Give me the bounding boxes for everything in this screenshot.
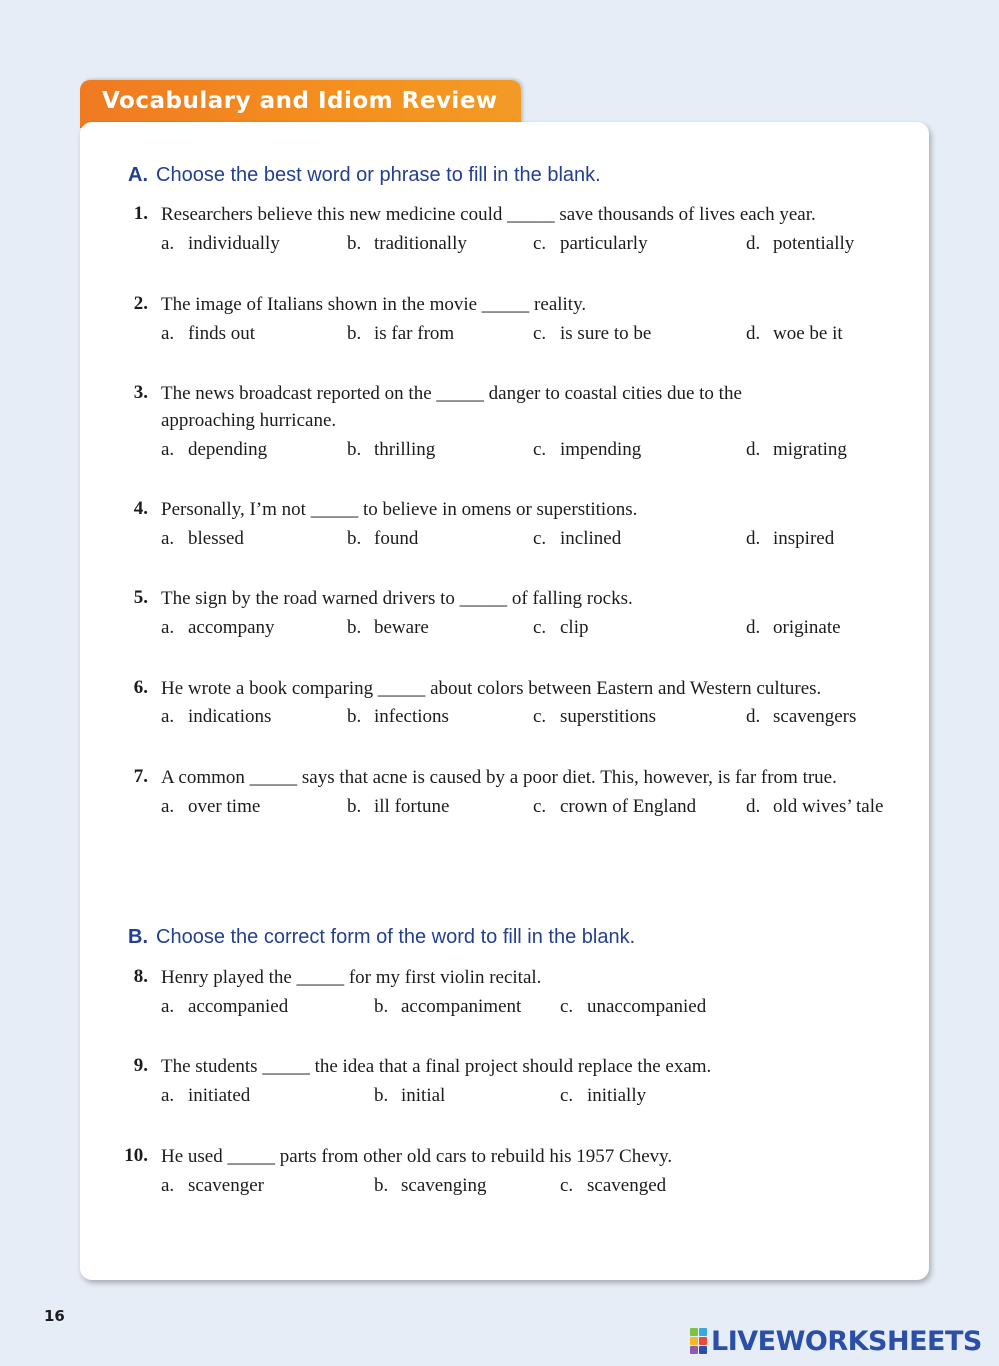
option-text: scavengers — [773, 706, 857, 727]
option-text: initiated — [188, 1085, 251, 1106]
option-text: thrilling — [374, 439, 436, 460]
answer-option[interactable] — [746, 233, 854, 255]
answer-option[interactable] — [533, 528, 621, 550]
answer-option[interactable] — [746, 796, 883, 818]
question-line: The sign by the road warned drivers to _____ of falling rocks. — [161, 588, 633, 609]
option-letter: a. — [161, 528, 175, 549]
section-tab — [80, 80, 521, 128]
section-letter: A. — [128, 164, 148, 186]
question-text — [161, 291, 921, 318]
option-letter: a. — [161, 233, 175, 254]
option-text: woe be it — [773, 323, 843, 344]
option-letter: a. — [161, 1175, 175, 1196]
answer-option[interactable] — [161, 617, 275, 639]
answer-option[interactable] — [161, 323, 255, 345]
answer-option[interactable] — [161, 233, 280, 255]
brand-logo — [690, 1324, 982, 1358]
answer-option[interactable] — [161, 996, 288, 1018]
answer-option[interactable] — [347, 439, 435, 461]
option-letter: c. — [533, 528, 547, 549]
option-text: infections — [374, 706, 449, 727]
option-letter: c. — [560, 996, 574, 1017]
option-text: beware — [374, 617, 429, 638]
question-line: He used _____ parts from other old cars to rebuild his 1957 Chevy. — [161, 1146, 673, 1167]
option-text: scavenger — [188, 1175, 264, 1196]
option-text: unaccompanied — [587, 996, 707, 1017]
option-text: migrating — [773, 439, 847, 460]
brand-icon — [690, 1328, 707, 1354]
question-number: 5. — [133, 587, 148, 608]
answer-option[interactable] — [533, 706, 656, 728]
option-letter: b. — [374, 1085, 389, 1106]
option-letter: d. — [746, 233, 761, 254]
answer-option[interactable] — [347, 528, 418, 550]
option-letter: b. — [347, 528, 362, 549]
option-letter: a. — [161, 439, 175, 460]
answer-option[interactable] — [161, 796, 260, 818]
option-text: blessed — [188, 528, 244, 549]
question-text — [161, 675, 921, 702]
page-title: Vocabulary and Idiom Review — [102, 88, 498, 114]
option-text: scavenged — [587, 1175, 667, 1196]
option-text: initial — [401, 1085, 446, 1106]
answer-option[interactable] — [374, 996, 521, 1018]
question-number: 1. — [133, 203, 148, 224]
option-letter: b. — [374, 1175, 389, 1196]
answer-option[interactable] — [374, 1175, 486, 1197]
option-letter: d. — [746, 439, 761, 460]
option-text: accompanied — [188, 996, 289, 1017]
option-letter: a. — [161, 706, 175, 727]
section-instruction: Choose the correct form of the word to fill in the blank. — [156, 926, 636, 948]
page-number: 16 — [44, 1307, 65, 1325]
option-letter: c. — [533, 796, 547, 817]
option-text: clip — [560, 617, 589, 638]
option-letter: d. — [746, 617, 761, 638]
option-letter: d. — [746, 706, 761, 727]
option-letter: d. — [746, 796, 761, 817]
question-number: 4. — [133, 498, 148, 519]
answer-option[interactable] — [533, 796, 696, 818]
answer-option[interactable] — [746, 323, 843, 345]
option-letter: c. — [533, 233, 547, 254]
option-text: found — [374, 528, 419, 549]
option-text: inclined — [560, 528, 622, 549]
question-number: 8. — [133, 966, 148, 987]
answer-option[interactable] — [347, 233, 467, 255]
option-letter: b. — [347, 706, 362, 727]
question-number: 9. — [133, 1055, 148, 1076]
option-letter: a. — [161, 996, 175, 1017]
option-text: originate — [773, 617, 841, 638]
option-text: inspired — [773, 528, 835, 549]
question-number: 10. — [124, 1145, 148, 1166]
option-letter: a. — [161, 617, 175, 638]
question-text — [161, 1053, 921, 1080]
brand-name: LIVEWORKSHEETS — [711, 1325, 982, 1357]
option-text: finds out — [188, 323, 256, 344]
option-text: individually — [188, 233, 280, 254]
answer-option[interactable] — [161, 1085, 250, 1107]
answer-option[interactable] — [746, 439, 847, 461]
option-text: ill fortune — [374, 796, 450, 817]
option-letter: b. — [374, 996, 389, 1017]
answer-option[interactable] — [161, 439, 267, 461]
option-text: traditionally — [374, 233, 467, 254]
option-text: indications — [188, 706, 272, 727]
answer-option[interactable] — [161, 528, 244, 550]
option-letter: b. — [347, 796, 362, 817]
option-text: scavenging — [401, 1175, 487, 1196]
answer-option[interactable] — [347, 796, 449, 818]
option-text: particularly — [560, 233, 648, 254]
question-text — [161, 380, 921, 434]
option-text: accompany — [188, 617, 275, 638]
section-a-heading — [128, 164, 601, 187]
option-text: over time — [188, 796, 261, 817]
option-letter: b. — [347, 617, 362, 638]
option-letter: c. — [533, 706, 547, 727]
question-line: He wrote a book comparing _____ about colors between Eastern and Western cultures. — [161, 678, 822, 699]
option-letter: a. — [161, 796, 175, 817]
answer-option[interactable] — [746, 706, 856, 728]
option-letter: a. — [161, 1085, 175, 1106]
section-letter: B. — [128, 926, 148, 948]
option-text: accompaniment — [401, 996, 522, 1017]
answer-option[interactable] — [533, 323, 651, 345]
section-b-heading — [128, 926, 635, 949]
answer-option[interactable] — [560, 1175, 666, 1197]
question-number: 3. — [133, 382, 148, 403]
option-letter: c. — [560, 1085, 574, 1106]
option-text: potentially — [773, 233, 855, 254]
question-text — [161, 1143, 921, 1170]
option-letter: d. — [746, 528, 761, 549]
option-letter: c. — [533, 617, 547, 638]
answer-option[interactable] — [161, 1175, 264, 1197]
option-text: depending — [188, 439, 268, 460]
option-letter: b. — [347, 323, 362, 344]
answer-option[interactable] — [533, 439, 641, 461]
option-letter: b. — [347, 233, 362, 254]
question-number: 2. — [133, 293, 148, 314]
option-letter: c. — [533, 439, 547, 460]
question-line: approaching hurricane. — [161, 410, 337, 431]
option-text: initially — [587, 1085, 647, 1106]
question-line: Researchers believe this new medicine could _____ save thousands of lives each year. — [161, 204, 816, 225]
answer-option[interactable] — [374, 1085, 445, 1107]
answer-option[interactable] — [746, 528, 834, 550]
option-letter: c. — [560, 1175, 574, 1196]
answer-option[interactable] — [560, 996, 706, 1018]
answer-option[interactable] — [161, 706, 271, 728]
question-line: A common _____ says that acne is caused by a poor diet. This, however, is far from true. — [161, 767, 837, 788]
question-text — [161, 764, 921, 791]
answer-option[interactable] — [533, 233, 648, 255]
option-text: superstitions — [560, 706, 657, 727]
question-text — [161, 496, 921, 523]
section-instruction: Choose the best word or phrase to fill in the blank. — [156, 164, 601, 186]
answer-option[interactable] — [560, 1085, 646, 1107]
question-number: 6. — [133, 677, 148, 698]
option-letter: c. — [533, 323, 547, 344]
question-line: Personally, I’m not _____ to believe in omens or superstitions. — [161, 499, 638, 520]
answer-option[interactable] — [347, 323, 454, 345]
answer-option[interactable] — [347, 617, 429, 639]
option-letter: d. — [746, 323, 761, 344]
question-line: The students _____ the idea that a final project should replace the exam. — [161, 1056, 712, 1077]
question-number: 7. — [133, 766, 148, 787]
option-letter: a. — [161, 323, 175, 344]
option-text: is far from — [374, 323, 455, 344]
question-text — [161, 585, 921, 612]
option-text: impending — [560, 439, 642, 460]
question-text — [161, 964, 921, 991]
option-text: crown of England — [560, 796, 697, 817]
question-text — [161, 201, 921, 228]
answer-option[interactable] — [746, 617, 841, 639]
option-letter: b. — [347, 439, 362, 460]
question-line: The news broadcast reported on the _____ danger to coastal cities due to the — [161, 383, 742, 404]
option-text: is sure to be — [560, 323, 652, 344]
question-line: The image of Italians shown in the movie _____ reality. — [161, 294, 587, 315]
option-text: old wives’ tale — [773, 796, 884, 817]
answer-option[interactable] — [533, 617, 589, 639]
answer-option[interactable] — [347, 706, 449, 728]
question-line: Henry played the _____ for my first violin recital. — [161, 967, 542, 988]
